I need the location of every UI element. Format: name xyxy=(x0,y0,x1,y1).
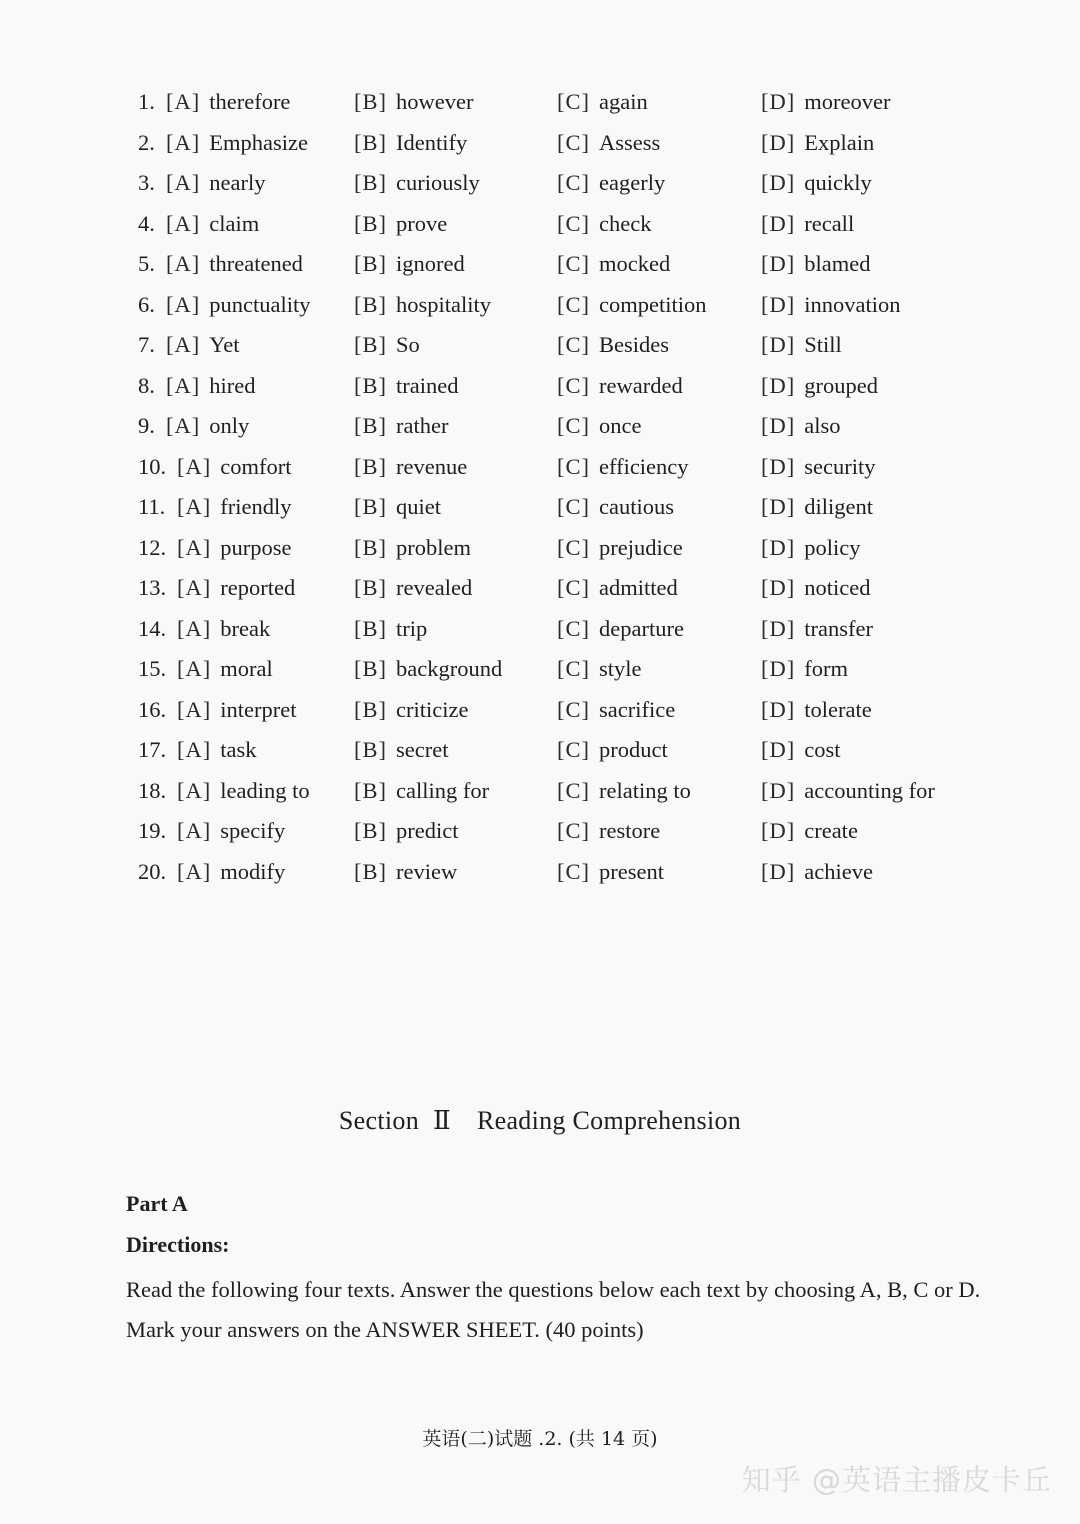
question-row xyxy=(0,204,1080,245)
option-letter: [C] xyxy=(557,291,590,317)
option-a xyxy=(177,771,310,812)
option-text: claim xyxy=(209,210,260,236)
option-letter: [D] xyxy=(761,129,796,155)
option-letter: [B] xyxy=(354,170,387,195)
option-d xyxy=(761,406,840,447)
option-text: hospitality xyxy=(396,291,491,317)
option-c xyxy=(557,690,675,731)
question-row xyxy=(0,163,1080,204)
option-letter: [A] xyxy=(166,210,201,236)
option-b xyxy=(354,811,458,852)
part-heading: Part A xyxy=(126,1191,188,1216)
option-text: grouped xyxy=(804,372,878,398)
option-d xyxy=(761,528,860,569)
option-letter: [A] xyxy=(177,858,212,884)
option-letter: [A] xyxy=(177,494,212,519)
question-row xyxy=(0,285,1080,326)
option-text: specify xyxy=(220,818,286,843)
option-b xyxy=(354,82,473,123)
option-c xyxy=(557,325,669,366)
option-text: form xyxy=(804,656,848,681)
option-letter: [A] xyxy=(166,291,201,317)
option-a xyxy=(177,730,256,771)
option-text: leading to xyxy=(220,777,310,803)
option-a xyxy=(177,487,291,528)
option-c xyxy=(557,244,670,285)
option-text: Explain xyxy=(804,129,875,155)
option-d xyxy=(761,325,842,366)
option-b xyxy=(354,852,457,893)
option-text: diligent xyxy=(804,494,873,519)
section-numeral: Ⅱ xyxy=(433,1106,451,1135)
option-text: rather xyxy=(396,413,449,438)
question-row xyxy=(0,771,1080,812)
question-number: 18. xyxy=(138,777,167,803)
option-a xyxy=(166,285,310,326)
option-letter: [C] xyxy=(557,534,590,560)
option-letter: [B] xyxy=(354,129,387,155)
option-c xyxy=(557,852,664,893)
question-row xyxy=(0,852,1080,893)
option-text: blamed xyxy=(804,251,871,276)
option-letter: [B] xyxy=(354,453,387,479)
question-row xyxy=(0,123,1080,164)
option-letter: [A] xyxy=(177,696,212,722)
option-b xyxy=(354,771,489,812)
question-row xyxy=(0,690,1080,731)
option-letter: [C] xyxy=(557,777,590,803)
option-letter: [D] xyxy=(761,89,796,114)
option-letter: [B] xyxy=(354,656,387,681)
option-text: Yet xyxy=(209,332,240,357)
question-number: 12. xyxy=(138,534,167,560)
option-a xyxy=(177,568,295,609)
option-text: innovation xyxy=(804,291,901,317)
option-c xyxy=(557,771,691,812)
option-text: So xyxy=(396,332,420,357)
option-a xyxy=(177,528,291,569)
option-letter: [D] xyxy=(761,291,796,317)
option-c xyxy=(557,528,683,569)
option-b xyxy=(354,528,471,569)
option-text: trained xyxy=(396,372,459,398)
option-d xyxy=(761,568,870,609)
option-c xyxy=(557,609,684,650)
option-text: secret xyxy=(396,737,449,762)
option-d xyxy=(761,690,872,731)
option-a xyxy=(166,204,259,245)
section-title xyxy=(0,1106,1080,1136)
option-letter: [A] xyxy=(177,534,212,560)
option-a xyxy=(177,609,270,650)
question-number: 15. xyxy=(138,656,167,681)
option-b xyxy=(354,447,467,488)
question-number: 11. xyxy=(138,494,166,519)
option-text: predict xyxy=(396,818,459,843)
option-d xyxy=(761,771,935,812)
option-b xyxy=(354,163,480,204)
option-d xyxy=(761,811,858,852)
option-d xyxy=(761,730,840,771)
option-letter: [A] xyxy=(166,372,201,398)
option-c xyxy=(557,730,668,771)
option-letter: [B] xyxy=(354,89,387,114)
question-number: 17. xyxy=(138,737,167,762)
question-number: 13. xyxy=(138,575,167,600)
option-text: revenue xyxy=(396,453,468,479)
option-letter: [D] xyxy=(761,494,796,519)
option-letter: [B] xyxy=(354,494,387,519)
question-number: 14. xyxy=(138,615,167,641)
option-text: product xyxy=(599,737,668,762)
option-text: transfer xyxy=(804,615,873,641)
option-letter: [D] xyxy=(761,372,796,398)
option-c xyxy=(557,366,683,407)
option-text: Identify xyxy=(396,129,468,155)
directions-label: Directions: xyxy=(126,1232,230,1257)
option-b xyxy=(354,690,468,731)
option-text: also xyxy=(804,413,841,438)
option-b xyxy=(354,649,502,690)
option-text: accounting for xyxy=(804,777,935,803)
option-b xyxy=(354,244,465,285)
option-text: prove xyxy=(396,210,448,236)
option-letter: [C] xyxy=(557,89,590,114)
question-row xyxy=(0,811,1080,852)
option-text: check xyxy=(599,210,652,236)
option-letter: [C] xyxy=(557,251,590,276)
option-letter: [B] xyxy=(354,737,387,762)
option-text: quickly xyxy=(804,170,872,195)
option-letter: [A] xyxy=(166,413,201,438)
option-b xyxy=(354,487,441,528)
option-a xyxy=(177,690,296,731)
option-text: competition xyxy=(599,291,707,317)
option-text: recall xyxy=(804,210,855,236)
option-text: mocked xyxy=(599,251,671,276)
question-row xyxy=(0,447,1080,488)
option-b xyxy=(354,366,458,407)
option-d xyxy=(761,82,890,123)
option-text: Still xyxy=(804,332,842,357)
option-a xyxy=(166,325,239,366)
option-text: revealed xyxy=(396,575,473,600)
question-row xyxy=(0,730,1080,771)
option-b xyxy=(354,406,448,447)
option-text: achieve xyxy=(804,858,873,884)
option-b xyxy=(354,325,420,366)
option-b xyxy=(354,609,427,650)
option-letter: [B] xyxy=(354,210,387,236)
option-letter: [A] xyxy=(177,818,212,843)
question-row xyxy=(0,82,1080,123)
option-a xyxy=(166,366,255,407)
option-text: friendly xyxy=(220,494,292,519)
option-letter: [C] xyxy=(557,372,590,398)
option-letter: [B] xyxy=(354,777,387,803)
option-letter: [D] xyxy=(761,453,796,479)
option-text: noticed xyxy=(804,575,871,600)
option-text: tolerate xyxy=(804,696,872,722)
option-letter: [D] xyxy=(761,534,796,560)
option-b xyxy=(354,568,472,609)
question-row xyxy=(0,244,1080,285)
option-d xyxy=(761,609,873,650)
option-letter: [D] xyxy=(761,210,796,236)
option-d xyxy=(761,163,872,204)
option-a xyxy=(166,406,249,447)
cloze-options-list xyxy=(0,82,1080,892)
option-letter: [C] xyxy=(557,615,590,641)
question-number: 9. xyxy=(138,413,155,438)
option-letter: [A] xyxy=(177,453,212,479)
option-a xyxy=(177,852,285,893)
option-text: style xyxy=(599,656,642,681)
option-text: Assess xyxy=(599,129,661,155)
option-text: criticize xyxy=(396,696,469,722)
option-text: policy xyxy=(804,534,861,560)
option-c xyxy=(557,82,648,123)
page-footer: 英语(二)试题 .2. (共 14 页) xyxy=(422,1428,658,1450)
question-number: 7. xyxy=(138,332,155,357)
option-text: moral xyxy=(220,656,273,681)
question-number: 6. xyxy=(138,291,155,317)
option-letter: [D] xyxy=(761,575,796,600)
option-text: Emphasize xyxy=(209,129,308,155)
option-text: problem xyxy=(396,534,471,560)
option-letter: [D] xyxy=(761,656,796,681)
option-text: task xyxy=(220,737,257,762)
option-text: admitted xyxy=(599,575,678,600)
option-d xyxy=(761,487,873,528)
option-text: purpose xyxy=(220,534,292,560)
option-c xyxy=(557,447,689,488)
option-letter: [D] xyxy=(761,737,796,762)
option-text: relating to xyxy=(599,777,691,803)
option-letter: [B] xyxy=(354,818,387,843)
option-d xyxy=(761,204,854,245)
option-text: ignored xyxy=(396,251,465,276)
option-a xyxy=(177,649,273,690)
option-b xyxy=(354,285,491,326)
option-letter: [C] xyxy=(557,858,590,884)
option-letter: [A] xyxy=(166,251,201,276)
option-text: review xyxy=(396,858,458,884)
option-letter: [D] xyxy=(761,818,796,843)
option-d xyxy=(761,285,900,326)
question-row xyxy=(0,568,1080,609)
option-letter: [B] xyxy=(354,372,387,398)
option-a xyxy=(166,82,290,123)
option-letter: [B] xyxy=(354,332,387,357)
option-c xyxy=(557,406,641,447)
option-c xyxy=(557,204,651,245)
option-letter: [A] xyxy=(166,89,201,114)
option-text: interpret xyxy=(220,696,297,722)
option-letter: [D] xyxy=(761,858,796,884)
option-b xyxy=(354,123,467,164)
question-number: 2. xyxy=(138,129,155,155)
option-text: eagerly xyxy=(599,170,666,195)
option-c xyxy=(557,649,642,690)
section-name: Reading Comprehension xyxy=(476,1106,742,1135)
option-c xyxy=(557,811,660,852)
option-c xyxy=(557,285,706,326)
option-letter: [A] xyxy=(166,170,201,195)
option-d xyxy=(761,852,873,893)
option-letter: [B] xyxy=(354,534,387,560)
option-letter: [A] xyxy=(177,615,212,641)
option-text: therefore xyxy=(209,89,291,114)
option-letter: [D] xyxy=(761,777,796,803)
option-c xyxy=(557,163,665,204)
option-letter: [C] xyxy=(557,656,590,681)
option-letter: [B] xyxy=(354,291,387,317)
option-a xyxy=(166,123,308,164)
option-text: cautious xyxy=(599,494,674,519)
option-text: security xyxy=(804,453,876,479)
option-letter: [C] xyxy=(557,413,590,438)
option-text: only xyxy=(209,413,250,438)
question-number: 1. xyxy=(138,89,155,114)
option-text: nearly xyxy=(209,170,266,195)
option-letter: [B] xyxy=(354,413,387,438)
option-text: sacrifice xyxy=(599,696,676,722)
question-number: 5. xyxy=(138,251,155,276)
option-d xyxy=(761,244,870,285)
question-number: 3. xyxy=(138,170,155,195)
option-text: efficiency xyxy=(599,453,689,479)
option-text: reported xyxy=(220,575,296,600)
option-letter: [B] xyxy=(354,575,387,600)
option-letter: [C] xyxy=(557,170,590,195)
option-letter: [C] xyxy=(557,696,590,722)
option-c xyxy=(557,487,674,528)
option-text: threatened xyxy=(209,251,303,276)
option-b xyxy=(354,204,447,245)
option-c xyxy=(557,568,678,609)
option-text: Besides xyxy=(599,332,669,357)
question-number: 10. xyxy=(138,453,167,479)
option-letter: [B] xyxy=(354,858,387,884)
option-text: restore xyxy=(599,818,661,843)
option-b xyxy=(354,730,448,771)
option-text: quiet xyxy=(396,494,441,519)
section-prefix: Section xyxy=(338,1106,419,1135)
option-letter: [D] xyxy=(761,251,796,276)
option-letter: [D] xyxy=(761,615,796,641)
option-letter: [C] xyxy=(557,453,590,479)
option-a xyxy=(166,163,265,204)
option-letter: [D] xyxy=(761,170,796,195)
option-letter: [C] xyxy=(557,575,590,600)
option-text: however xyxy=(396,89,474,114)
question-row xyxy=(0,609,1080,650)
option-text: again xyxy=(599,89,648,114)
option-a xyxy=(166,244,303,285)
option-letter: [A] xyxy=(166,332,201,357)
option-d xyxy=(761,649,848,690)
option-letter: [C] xyxy=(557,818,590,843)
question-number: 16. xyxy=(138,696,167,722)
question-number: 8. xyxy=(138,372,155,398)
question-row xyxy=(0,487,1080,528)
option-letter: [A] xyxy=(177,737,212,762)
option-text: punctuality xyxy=(209,291,311,317)
option-text: once xyxy=(599,413,642,438)
question-row xyxy=(0,366,1080,407)
option-text: background xyxy=(396,656,503,681)
option-text: rewarded xyxy=(599,372,683,398)
option-text: departure xyxy=(599,615,684,641)
option-text: hired xyxy=(209,372,256,398)
option-text: create xyxy=(804,818,858,843)
option-a xyxy=(177,811,285,852)
option-letter: [C] xyxy=(557,737,590,762)
option-letter: [D] xyxy=(761,696,796,722)
option-letter: [C] xyxy=(557,332,590,357)
option-letter: [A] xyxy=(177,575,212,600)
question-row xyxy=(0,649,1080,690)
option-letter: [B] xyxy=(354,696,387,722)
option-text: prejudice xyxy=(599,534,683,560)
option-letter: [B] xyxy=(354,251,387,276)
question-row xyxy=(0,325,1080,366)
option-letter: [D] xyxy=(761,332,796,357)
option-letter: [A] xyxy=(177,656,212,681)
option-c xyxy=(557,123,660,164)
option-letter: [D] xyxy=(761,413,796,438)
option-letter: [C] xyxy=(557,210,590,236)
option-text: calling for xyxy=(396,777,490,803)
question-number: 19. xyxy=(138,818,167,843)
watermark: 知乎 @英语主播皮卡丘 xyxy=(741,1463,1052,1497)
option-text: moreover xyxy=(804,89,891,114)
option-d xyxy=(761,447,875,488)
option-a xyxy=(177,447,291,488)
option-letter: [C] xyxy=(557,494,590,519)
option-letter: [B] xyxy=(354,615,387,641)
option-text: curiously xyxy=(396,170,480,195)
option-text: trip xyxy=(396,615,428,641)
question-row xyxy=(0,528,1080,569)
option-d xyxy=(761,123,874,164)
option-text: break xyxy=(220,615,271,641)
option-text: comfort xyxy=(220,453,292,479)
question-number: 4. xyxy=(138,210,155,236)
option-text: present xyxy=(599,858,664,884)
option-letter: [A] xyxy=(177,777,212,803)
option-letter: [A] xyxy=(166,129,201,155)
option-letter: [C] xyxy=(557,129,590,155)
directions-text: Read the following four texts. Answer the questions below each text by choosing A, B, C or D. Mark your answers on the ANSWER SHEET. (40 points) xyxy=(126,1277,981,1342)
option-text: modify xyxy=(220,858,286,884)
option-d xyxy=(761,366,878,407)
option-text: cost xyxy=(804,737,841,762)
question-number: 20. xyxy=(138,858,167,884)
question-row xyxy=(0,406,1080,447)
